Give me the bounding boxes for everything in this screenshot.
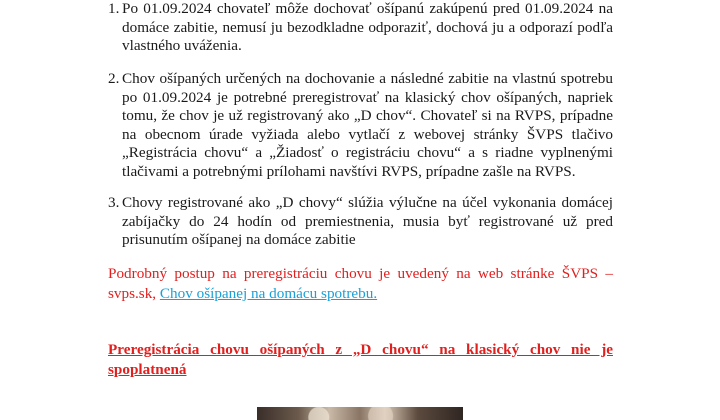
list-number: 1. — [108, 0, 120, 17]
list-item-3 — [108, 194, 613, 250]
list-number: 2. — [108, 70, 120, 87]
note-text: Podrobný postup na preregistráciu chovu je uvedený na web stránke ŠVPS – svps.sk, — [108, 265, 613, 302]
free-of-charge-notice: Preregistrácia chovu ošípaných z „D chovu“ na klasický chov nie je spoplatnená — [108, 341, 613, 378]
preregistration-note — [108, 264, 613, 304]
list-item-1 — [108, 0, 613, 56]
list-item-text: Chov ošípaných určených na dochovanie a následné zabitie na vlastnú spotrebu po 01.09.2024 je potrebné preregistrovať na klasický chov ošípaných, napriek tomu, že chov je už registrovaný ako „D chov“. Chovateľ si na RVPS, prípadne na obecnom úrade vyžiada alebo vytlačí z webovej stránky ŠVPS tlačivo „Registrácia chovu“ a „Žiadosť o registráciu chovu“ a s riadne vyplnenými tlačivami a potrebnými prílohami navštívi RVPS, prípadne zašle na RVPS. — [122, 70, 613, 180]
list-item-2 — [108, 70, 613, 182]
svps-guide-link[interactable]: Chov ošípanej na domácu spotrebu. — [159, 285, 378, 302]
bottom-photo — [257, 407, 463, 420]
list-item-text: Po 01.09.2024 chovateľ môže dochovať ošípanú zakúpenú pred 01.09.2024 na domáce zabitie, nemusí ju bezodkladne odporaziť, dochová ju a odporazí podľa vlastného uváženia. — [122, 0, 613, 55]
list-item-text: Chovy registrované ako „D chovy“ slúžia výlučne na účel vykonania domácej zabíjačky do 24 hodín od premiestnenia, musia byť registrované už pred prisunutím ošípanej na domáce zabitie — [122, 194, 613, 249]
list-number: 3. — [108, 194, 120, 211]
